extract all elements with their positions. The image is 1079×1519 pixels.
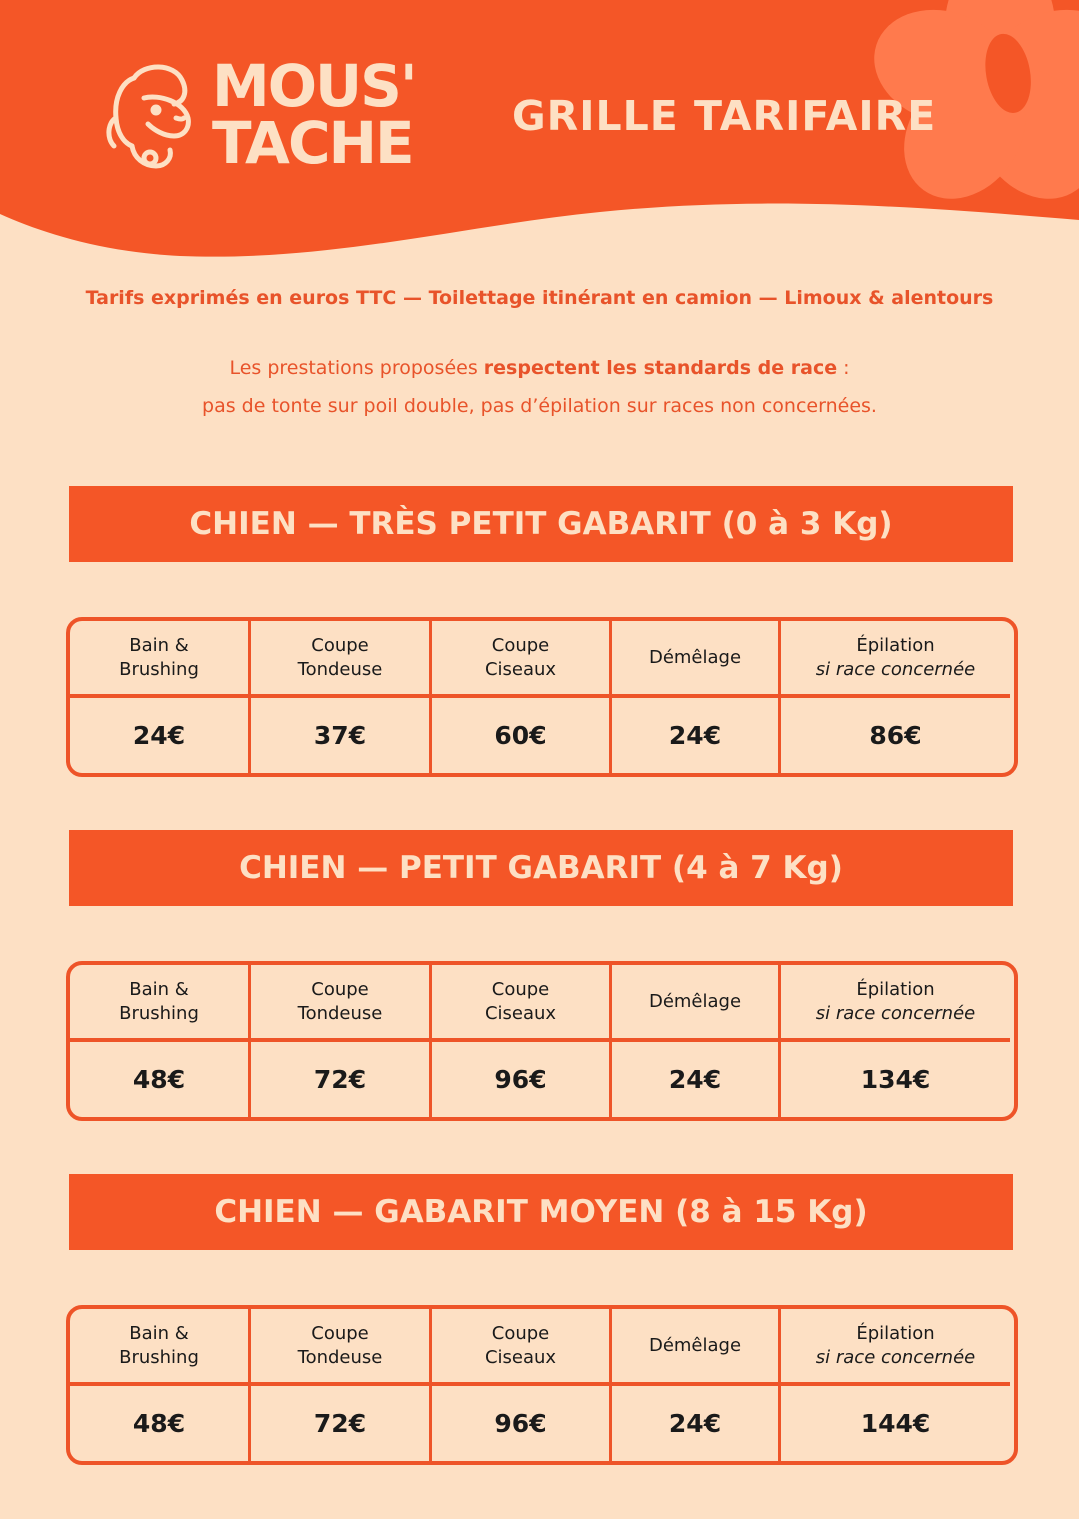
column-header-line2: Brushing	[119, 1346, 199, 1368]
column-header	[432, 965, 609, 1038]
price-cell: 96€	[494, 1065, 547, 1094]
column-header-line1: Bain &	[129, 634, 189, 656]
breed-standards-note	[0, 349, 1079, 425]
column-header	[432, 621, 609, 694]
column-header-line2: Tondeuse	[297, 1002, 383, 1024]
column-header-line1: Bain &	[129, 1322, 189, 1344]
column-header-subtitle: si race concernée	[815, 658, 976, 680]
column-header-line2: Ciseaux	[484, 658, 557, 680]
section-title: CHIEN — TRÈS PETIT GABARIT (0 à 3 Kg)	[69, 486, 1013, 562]
header	[0, 0, 1079, 270]
column-header	[781, 965, 1010, 1038]
column-header	[70, 965, 248, 1038]
brand-logo-text	[212, 52, 416, 177]
column-header	[781, 1309, 1010, 1382]
price-cell: 86€	[869, 721, 922, 750]
note-text: Les prestations proposées	[229, 357, 484, 379]
price-cell: 60€	[494, 721, 547, 750]
column-header-line1: Épilation	[856, 1322, 935, 1344]
column-header-line1: Coupe	[491, 1322, 550, 1344]
note-line1	[0, 349, 1079, 387]
column-header	[251, 621, 429, 694]
column-header	[781, 621, 1010, 694]
column-header-line2: Brushing	[119, 1002, 199, 1024]
column-header-line1: Démêlage	[648, 1334, 742, 1356]
column-header	[251, 1309, 429, 1382]
column-header-line1: Démêlage	[648, 646, 742, 668]
column-header	[251, 965, 429, 1038]
column-header-line1: Bain &	[129, 978, 189, 1000]
column-header	[70, 621, 248, 694]
note-text-end: :	[837, 357, 850, 379]
column-header-line1: Coupe	[491, 978, 550, 1000]
column-header-line1: Coupe	[311, 634, 369, 656]
column-header-line1: Coupe	[311, 1322, 369, 1344]
column-header-subtitle: si race concernée	[815, 1346, 976, 1368]
price-cell: 134€	[860, 1065, 931, 1094]
column-header-subtitle: si race concernée	[815, 1002, 976, 1024]
brand-name-line1: MOUS'	[212, 52, 416, 120]
dog-logo-icon	[104, 58, 194, 178]
price-table	[66, 1305, 1018, 1465]
brand-name-line2: TACHE	[212, 109, 413, 177]
column-header	[612, 965, 778, 1038]
column-header-line2: Ciseaux	[484, 1346, 557, 1368]
column-header-line1: Épilation	[856, 634, 935, 656]
price-table	[66, 961, 1018, 1121]
price-cell: 24€	[132, 721, 186, 750]
column-header-line1: Coupe	[491, 634, 550, 656]
price-cell: 72€	[313, 1409, 367, 1438]
column-header-line1: Démêlage	[648, 990, 742, 1012]
column-header	[612, 621, 778, 694]
price-cell: 24€	[668, 1409, 722, 1438]
section-title: CHIEN — PETIT GABARIT (4 à 7 Kg)	[69, 830, 1013, 906]
column-header-line1: Coupe	[311, 978, 369, 1000]
price-cell: 96€	[494, 1409, 547, 1438]
column-header	[612, 1309, 778, 1382]
section-title: CHIEN — GABARIT MOYEN (8 à 15 Kg)	[69, 1174, 1013, 1250]
column-header	[432, 1309, 609, 1382]
column-header-line1: Épilation	[856, 978, 935, 1000]
price-table	[66, 617, 1018, 777]
price-cell: 37€	[313, 721, 367, 750]
price-cell: 72€	[313, 1065, 367, 1094]
price-cell: 24€	[668, 1065, 722, 1094]
page-title: GRILLE TARIFAIRE	[512, 92, 937, 140]
column-header-line2: Brushing	[119, 658, 199, 680]
column-header-line2: Ciseaux	[484, 1002, 557, 1024]
price-cell: 48€	[132, 1409, 186, 1438]
note-line2: pas de tonte sur poil double, pas d’épilation sur races non concernées.	[202, 395, 877, 417]
price-cell: 24€	[668, 721, 722, 750]
tagline: Tarifs exprimés en euros TTC — Toilettage itinérant en camion — Limoux & alentours	[85, 287, 994, 309]
note-bold-text: respectent les standards de race	[483, 357, 838, 379]
price-cell: 48€	[132, 1065, 186, 1094]
column-header	[70, 1309, 248, 1382]
price-cell: 144€	[860, 1409, 931, 1438]
column-header-line2: Tondeuse	[297, 658, 383, 680]
column-header-line2: Tondeuse	[297, 1346, 383, 1368]
